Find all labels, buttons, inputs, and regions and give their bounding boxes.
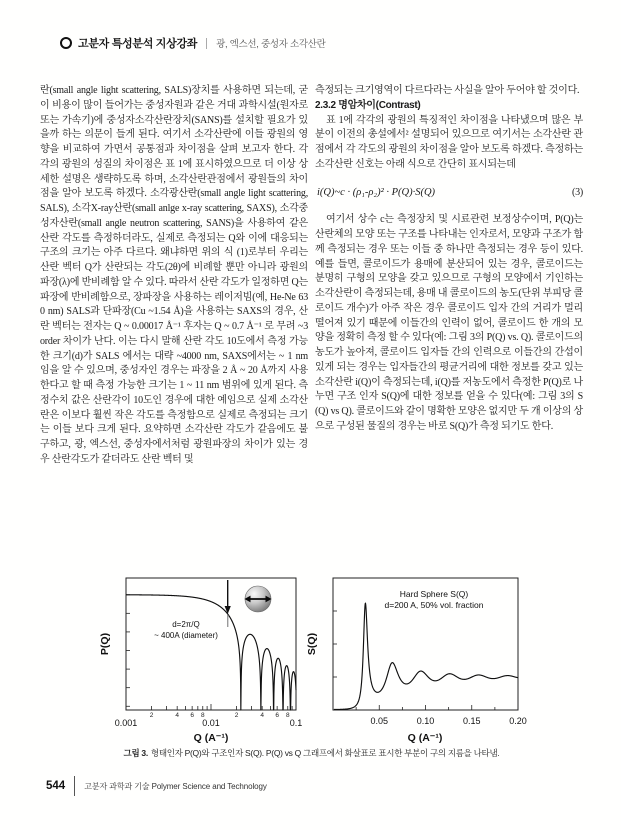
sq-ticks	[333, 611, 518, 710]
pq-annotation-line-2: ~ 400A (diameter)	[154, 631, 218, 640]
pq-tick-labels	[115, 712, 303, 728]
svg-text:0.1: 0.1	[289, 718, 303, 728]
svg-text:2: 2	[234, 712, 239, 719]
pq-chart-svg	[96, 575, 306, 750]
equation-number: (3)	[571, 186, 583, 198]
section-bullet-icon	[60, 37, 72, 49]
journal-title: 고분자 과학과 기술 Polymer Science and Technology	[84, 781, 267, 791]
sq-chart-svg	[303, 575, 538, 750]
equation: i(Q)~c · (ρ₁-ρ₂)² · P(Q)·S(Q)	[317, 186, 436, 198]
pq-curve	[126, 595, 296, 710]
figure-area	[40, 575, 583, 780]
caption-label: 그림 3.	[123, 748, 148, 758]
left-column	[40, 84, 308, 468]
sq-curve	[334, 603, 518, 709]
footer-divider	[74, 776, 75, 796]
sq-y-axis-title: S(Q)	[306, 632, 318, 656]
figure-caption	[40, 747, 583, 759]
contrast-paragraph-2: 여기서 상수 c는 측정장치 및 시료관련 보정상수이며, P(Q)는 산란체의 모양 또는 구조를 나타내는 인자로서, 모양과 구조가 함께 측정되는 경우 또는 이들 중 하나만 측정되는 경우 등이 있다. 예를 들면, 콜로이드가 용매에 분산되어 있는 경우, 콜로이드는 분명히 구형의 모양을 갖고 있으므로 구형의 모양에서 기인하는 소각산란이 측정되는데, 용매 내 콜로이드의 농도(단위 부피당 콜로이드 개수)가 아주 작은 경우 콜로이드 입자 간의 거리가 멀리 떨어져 있기 때문에 이들간의 인력이 없어, 콜로이드 한 개의 모양을 정확히 측정 할 수 있다(예: 그림 3의 P(Q) vs. Q). 콜로이드의 농도가 높아져, 콜로이드 입자들 간의 인력으로 이들간의 간섭이 있게 되는 경우는 입자들간의 평균거리에 대한 정보를 갖고 있는 소각산란 i(Q)이 측정되는데, i(Q)를 저농도에서 측정한 P(Q)로 나누면 구조 인자 S(Q)에 대한 정보를 얻을 수 있다(예: 그림 3의 S(Q) vs Q). 콜로이드와 같이 명확한 모양은 없지만 두 개 이상의 상으로 구성된 물질의 경우는 바로 S(Q)가 측정 되기도 한다.	[315, 214, 583, 432]
svg-text:4: 4	[260, 712, 264, 719]
svg-text:8: 8	[200, 712, 205, 719]
svg-text:8: 8	[285, 712, 290, 719]
article-subtitle: 광, 엑스선, 중성자 소각산란	[216, 39, 326, 50]
page-header	[60, 35, 325, 51]
svg-text:2: 2	[149, 712, 154, 719]
right-column	[315, 84, 583, 435]
page-number: 544	[46, 780, 66, 792]
section-heading: 2.3.2 명암차이(Contrast)	[315, 99, 421, 111]
svg-text:6: 6	[190, 712, 194, 719]
pq-ticks	[126, 595, 296, 710]
equation-row	[317, 186, 583, 201]
continuation-paragraph: 측정되는 크기영역이 다르다라는 사실을 알아 두어야 할 것이다.	[315, 85, 580, 96]
svg-text:0.15: 0.15	[462, 716, 481, 726]
left-column-paragraph: 란(small angle light scattering, SALS)장치를 사용하면 되는데, 굳이 비용이 많이 들어가는 중성자원과 같은 거대 과학시설(원자로 또는 가속기)에 중성자소각산란장치(SANS)를 설치할 필요가 있을까 하는 의문이 들게 된다. 여기서 소각산란에 이들 광원의 영향을 비교하여 가면서 공통점과 차이점을 살펴 보고자 한다. 각 각의 광원의 성질의 차이점은 표 1에 표시하였으므로 더 이상 상세한 설명은 생략하도록 하며, 소각산란관점에서 광원들의 차이점을 알아 보도록 하겠다. 소각광산란(small angle light scattering, SALS), 소각X-ray산란(small anlge x-ray scattering, SAXS), 소각중성자산란(small angle neutron scattering, SANS)을 사용하여 같은 산란 각도를 측정하더라도, 실제로 측정되는 Q와 이에 대응되는 구조의 크기는 아주 다르다. 왜냐하면 위의 식 (1)로부터 우리는 산란 벡터 Q가 산란되는 각도(2θ)에 비례할 뿐만 아니라 광원의 파장(λ)에 반비례함 알 수 있다. 따라서 산란 각도가 일정하면 Q는 파장에 반비례함으로, 장파장을 사용하는 레이저빔(예, He-Ne 630 nm) SALS과 단파장(Cu ~1.54 Å)을 사용하는 SAXS의 경우, 산란 벡터는 전자는 Q ~ 0.00017 Å⁻¹ 후자는 Q ~ 0.7 Å⁻¹ 로 무려 ~3 order 차이가 난다. 이는 다시 말해 산란 각도 10도에서 측정 가능한 크기(d)가 SALS 에서는 대략 ~4000 nm, SAXS에서는 ~ 1 nm 임을 알 수 있으며, 중성자인 경우는 파장을 2 Å ~ 20 Å까지 사용한다고 할 때 측정 가능한 크기는 1 ~ 11 nm 범위에 있게 된다. 측정수치 값은 산란각이 10도인 경우에 대한 예임으로 실제 소각산란은 이보다 훨씬 작은 각도를 측정함으로 실제로 측정되는 크기는 이들 보다 크게 된다. 요약하면 소각산란 각도가 같음에도 불구하고, 광, 엑스선, 중성자에서처럼 광원파장의 차이가 있는 경우 산란각도가 같더라도 산란 벡터 및	[40, 85, 308, 465]
sq-chart-title-line-2: d=200 A, 50% vol. fraction	[384, 600, 484, 610]
series-title: 고분자 특성분석 지상강좌	[78, 38, 198, 50]
header-divider	[206, 38, 207, 49]
caption-text: 형태인자 P(Q)와 구조인자 S(Q). P(Q) vs Q 그래프에서 화살표로 표시한 부분이 구의 지름을 나타냄.	[150, 748, 500, 758]
contrast-paragraph-1: 표 1에 각각의 광원의 특징적인 차이점을 나타냈으며 많은 부분이 이전의 총설에서² 설명되어 있으므로 여기서는 소각산란 관점에서 각 각도의 광원의 차이점을 알아 보도록 하겠다. 측정하는 소각산란 신호는 아래 식으로 간단히 표시되는데	[315, 114, 583, 170]
diameter-pointer-arrow-icon	[225, 580, 231, 614]
svg-text:0.001: 0.001	[114, 718, 138, 728]
svg-text:0.05: 0.05	[370, 716, 389, 726]
svg-text:6: 6	[275, 712, 279, 719]
pq-annotation-line-1: d=2π/Q	[172, 620, 200, 629]
pq-y-axis-title: P(Q)	[99, 632, 111, 656]
sq-tick-labels	[370, 716, 526, 726]
svg-text:4: 4	[175, 712, 179, 719]
sq-chart-title-line-1: Hard Sphere S(Q)	[399, 589, 469, 599]
page-footer	[46, 776, 267, 796]
svg-text:0.10: 0.10	[416, 716, 435, 726]
sq-x-axis-title: Q (A⁻¹)	[407, 732, 443, 744]
pq-x-axis-title: Q (A⁻¹)	[193, 732, 229, 744]
svg-text:0.01: 0.01	[202, 718, 220, 728]
svg-text:0.20: 0.20	[509, 716, 527, 726]
